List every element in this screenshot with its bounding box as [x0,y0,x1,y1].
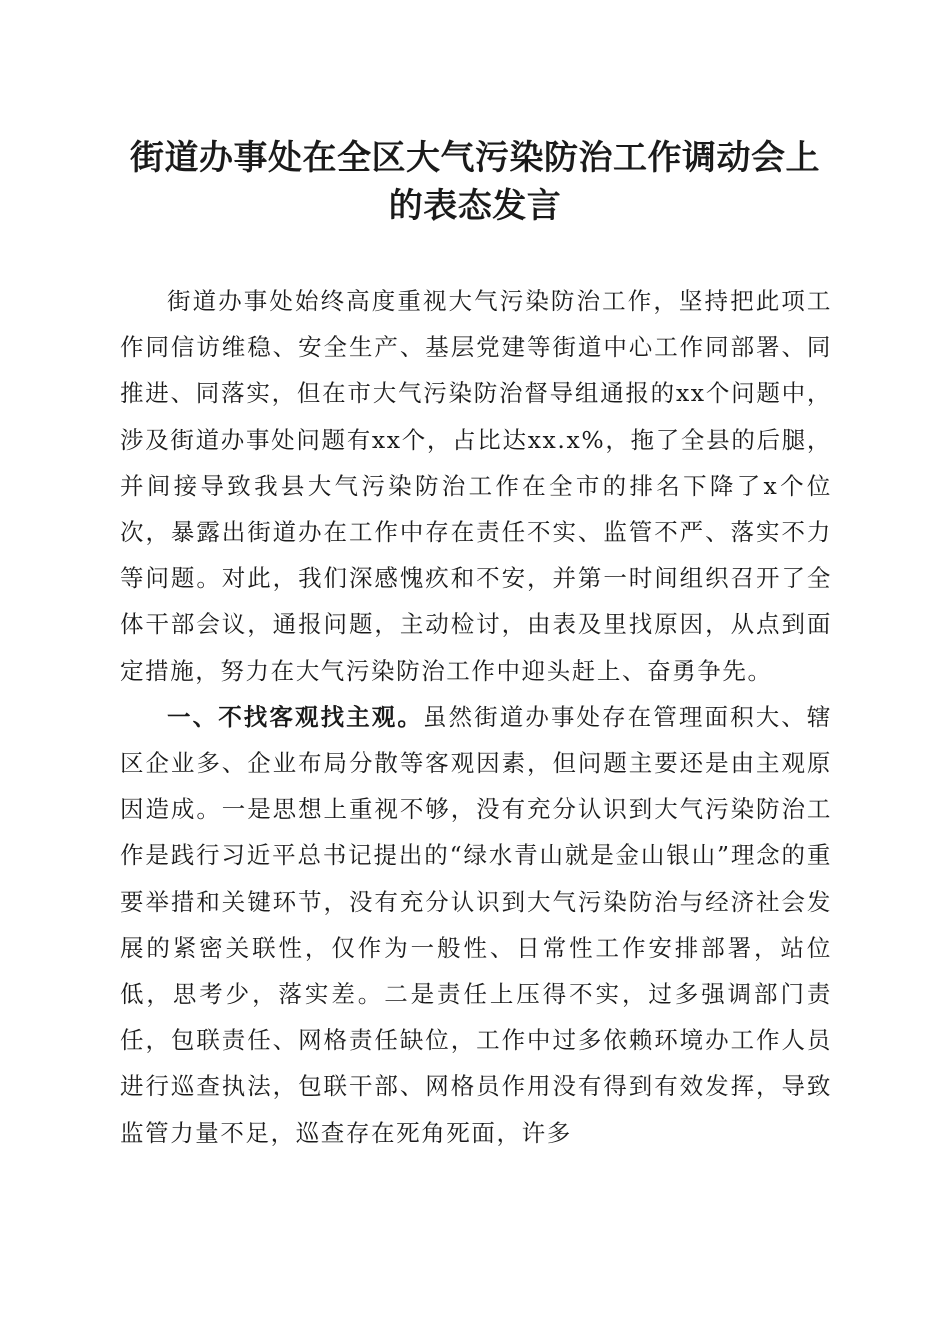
document-title [100,134,850,230]
section-1-body: 虽然街道办事处存在管理面积大、辖区企业多、企业布局分散等客观因素，但问题主要还是由主观原因造成。一是思想上重视不够，没有充分认识到大气污染防治工作是践行习近平总书记提出的“绿水青山就是金山银山”理念的重要举措和关键环节，没有充分认识到大气污染防治与经济社会发展的紧密关联性，仅作为一般性、日常性工作安排部署，站位低，思考少，落实差。二是责任上压得不实，过多强调部门责任，包联责任、网格责任缺位，工作中过多依赖环境办工作人员进行巡查执法，包联干部、网格员作用没有得到有效发挥，导致监管力量不足，巡查存在死角死面，许多 [120,702,833,1147]
section-1-heading: 一、不找客观找主观。 [167,702,423,731]
intro-paragraph: 街道办事处始终高度重视大气污染防治工作，坚持把此项工作同信访维稳、安全生产、基层党建等街道中心工作同部署、同推进、同落实，但在市大气污染防治督导组通报的xx个问题中，涉及街道办事处问题有xx个，占比达xx.x%，拖了全县的后腿，并间接导致我县大气污染防治工作在全市的排名下降了x个位次，暴露出街道办在工作中存在责任不实、监管不严、落实不力等问题。对此，我们深感愧疚和不安，并第一时间组织召开了全体干部会议，通报问题，主动检讨，由表及里找原因，从点到面定措施，努力在大气污染防治工作中迎头赶上、奋勇争先。 [120,287,832,685]
title-line-1: 街道办事处在全区大气污染防治工作调动会上 [130,138,820,178]
section-1-paragraph [120,694,832,1156]
title-line-2: 的表态发言 [388,186,562,226]
document-body [120,278,832,1156]
